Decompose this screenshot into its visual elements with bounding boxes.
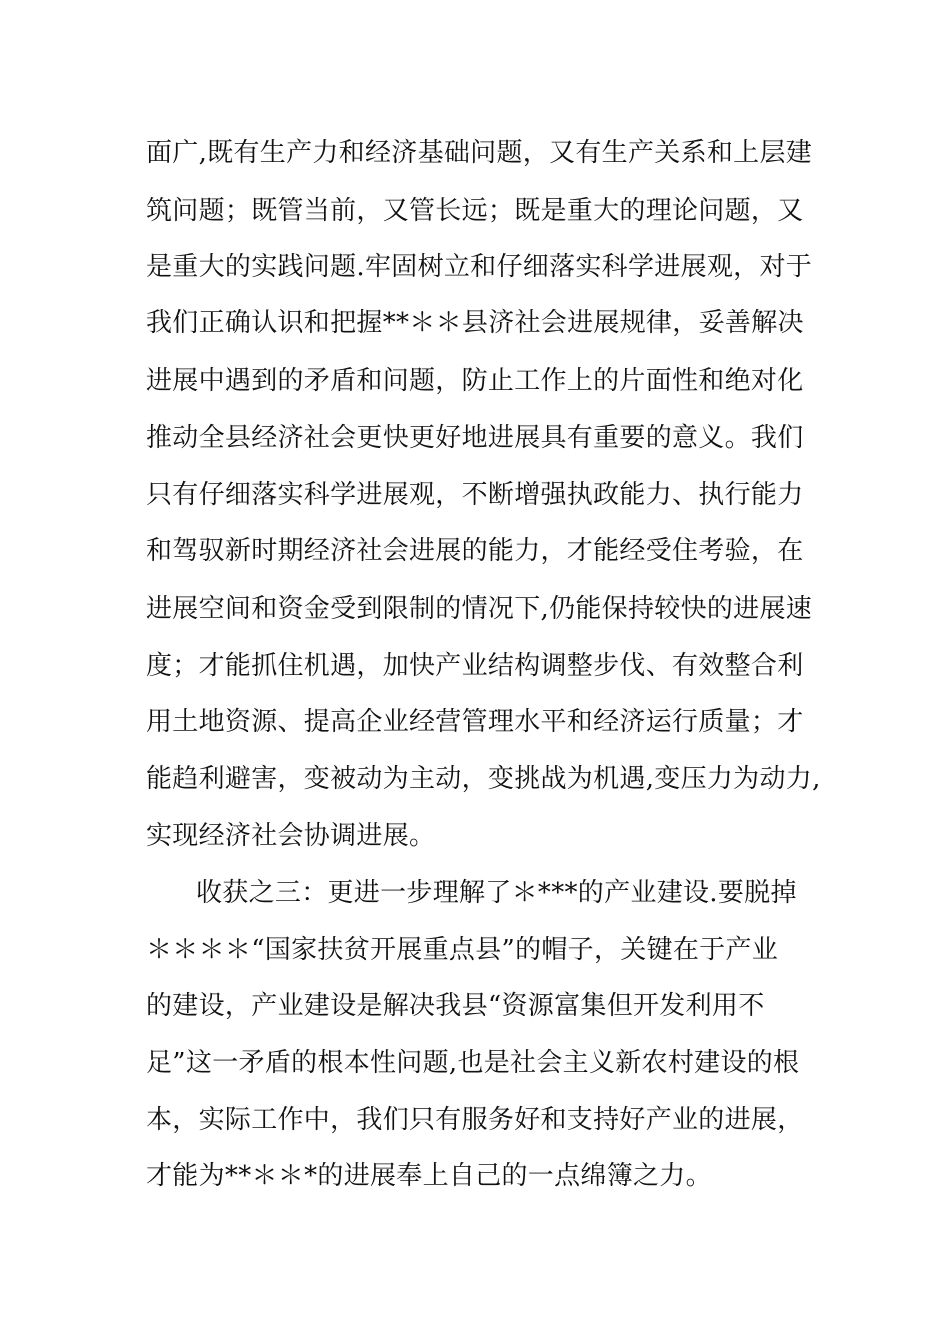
text-line: 筑问题；既管当前，又管长远；既是重大的理论问题，又 (146, 196, 804, 226)
text-line: 和驾驭新时期经济社会进展的能力，才能经受住考验，在 (146, 536, 804, 566)
text-line: 收获之三：更进一步理解了＊***的产业建设.要脱掉 (196, 878, 797, 908)
text-line: 面广,既有生产力和经济基础问题，又有生产关系和上层建 (146, 138, 813, 168)
text-line: 推动全县经济社会更快更好地进展具有重要的意义。我们 (146, 423, 804, 453)
text-line: 我们正确认识和把握**＊＊县济社会进展规律，妥善解决 (146, 308, 804, 338)
text-line: 才能为**＊＊*的进展奉上自己的一点绵簿之力。 (146, 1161, 712, 1191)
text-line: 只有仔细落实科学进展观，不断增强执政能力、执行能力 (146, 480, 804, 510)
text-line: 的建设，产业建设是解决我县“资源富集但开发利用不 (146, 991, 765, 1021)
text-line: 进展中遇到的矛盾和问题，防止工作上的片面性和绝对化 (146, 366, 804, 396)
text-line: 足”这一矛盾的根本性问题,也是社会主义新农村建设的根 (146, 1048, 800, 1078)
text-line: 用土地资源、提高企业经营管理水平和经济运行质量；才 (146, 707, 804, 737)
text-line: 实现经济社会协调进展。 (146, 821, 436, 851)
text-line: 能趋利避害，变被动为主动，变挑战为机遇,变压力为动力, (146, 764, 821, 794)
text-line: 本，实际工作中，我们只有服务好和支持好产业的进展， (146, 1105, 804, 1135)
text-line: 是重大的实践问题.牢固树立和仔细落实科学进展观，对于 (146, 252, 813, 282)
text-line: 度；才能抓住机遇，加快产业结构调整步伐、有效整合利 (146, 651, 804, 681)
text-line: ＊＊＊＊“国家扶贫开展重点县”的帽子，关键在于产业 (146, 935, 779, 965)
text-line: 进展空间和资金受到限制的情况下,仍能保持较快的进展速 (146, 594, 813, 624)
